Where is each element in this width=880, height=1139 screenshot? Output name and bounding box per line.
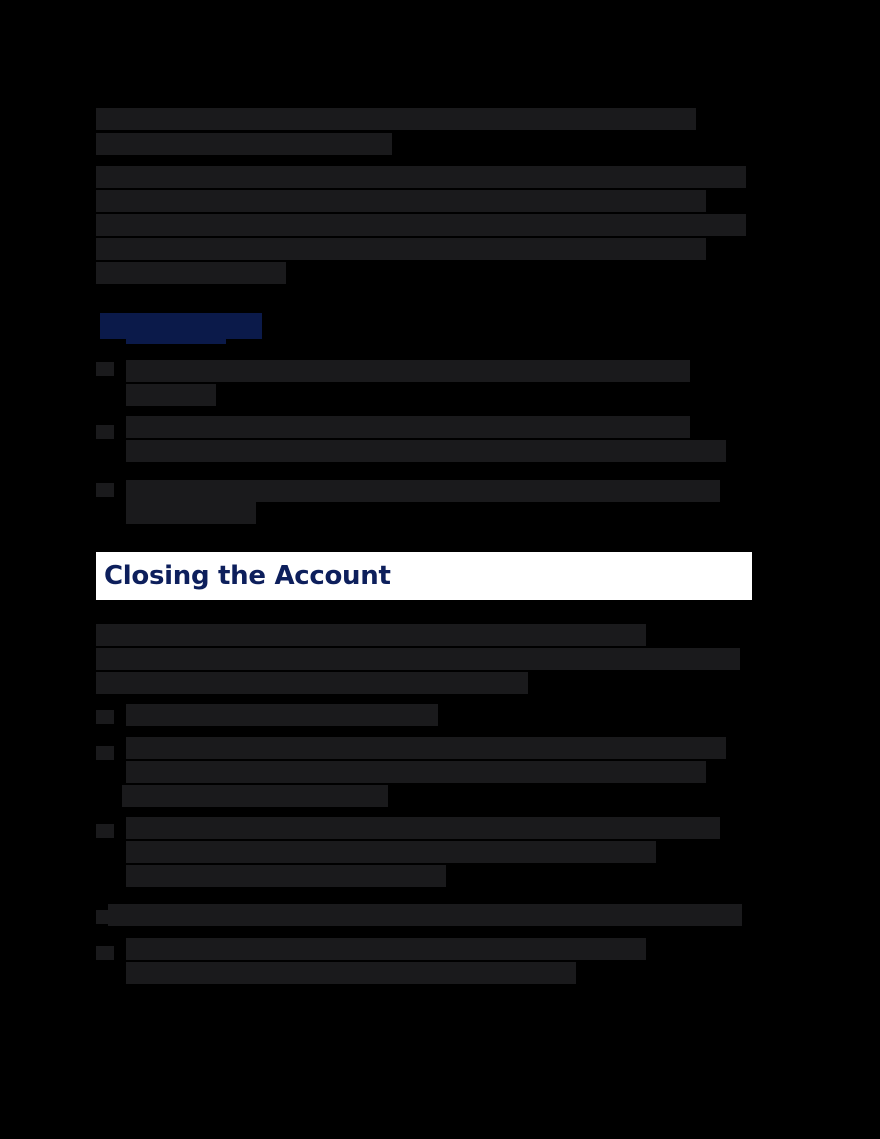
list-marker-5 xyxy=(96,946,114,960)
redacted-line xyxy=(122,785,388,807)
redacted-line xyxy=(126,384,216,406)
redacted-line xyxy=(126,817,720,839)
redacted-line xyxy=(96,214,746,236)
redacted-line xyxy=(96,624,646,646)
redacted-line xyxy=(96,262,286,284)
redacted-subheading xyxy=(100,313,262,339)
section-banner xyxy=(96,552,752,600)
list-marker-2 xyxy=(96,746,114,760)
redacted-line xyxy=(126,480,720,502)
list-marker-3 xyxy=(96,824,114,838)
redacted-line xyxy=(126,440,726,462)
list-marker-1 xyxy=(96,710,114,724)
redacted-line xyxy=(126,962,576,984)
redacted-line xyxy=(126,865,446,887)
redacted-line xyxy=(96,672,528,694)
redacted-line xyxy=(96,238,706,260)
redacted-line xyxy=(96,133,392,155)
section-title: Closing the Account xyxy=(104,561,391,591)
list-marker-1 xyxy=(96,362,114,376)
redacted-line xyxy=(96,108,696,130)
redacted-line xyxy=(96,648,740,670)
redacted-line xyxy=(126,938,646,960)
redacted-line xyxy=(126,704,438,726)
redacted-line xyxy=(96,166,746,188)
redacted-line xyxy=(96,190,706,212)
redacted-line xyxy=(126,737,726,759)
redacted-line xyxy=(126,416,690,438)
redacted-line xyxy=(126,360,690,382)
redacted-line xyxy=(126,761,706,783)
redacted-line xyxy=(108,904,742,926)
list-marker-2 xyxy=(96,425,114,439)
list-marker-3 xyxy=(96,483,114,497)
redacted-line xyxy=(126,841,656,863)
redacted-subheading-underline xyxy=(126,338,226,344)
redacted-line xyxy=(126,502,256,524)
